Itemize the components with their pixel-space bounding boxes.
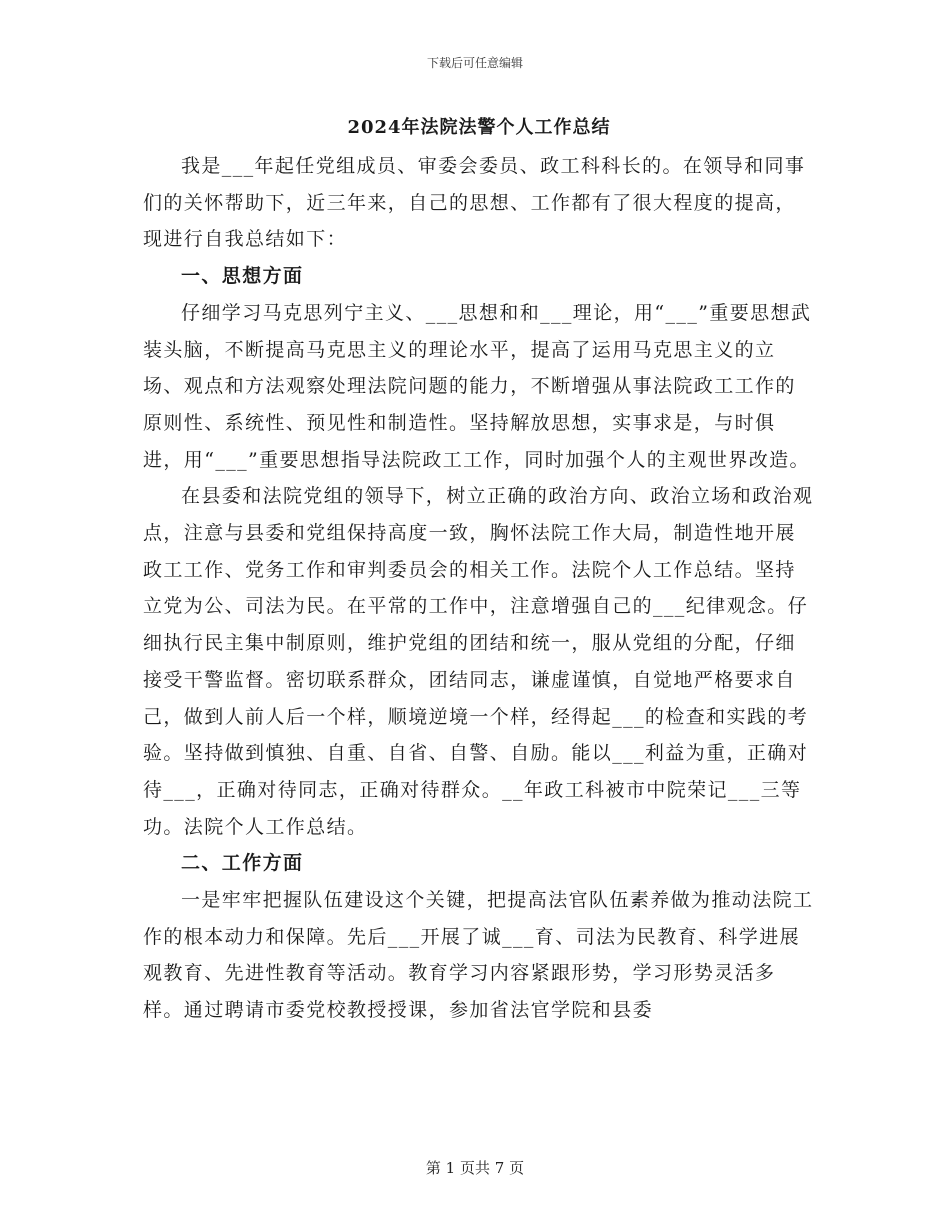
page-header: 下载后可任意编辑	[426, 56, 523, 70]
paragraph-intro: 我是___年起任党组成员、审委会委员、政工科科长的。在领导和同事们的关怀帮助下，近三年来，自己的思想、工作都有了很大程度的提高，现进行自我总结如下：	[143, 155, 806, 251]
page-number: 第 1 页共 7 页	[425, 1159, 525, 1177]
paragraph-work-team: 一是牢牢把握队伍建设这个关键，把提高法官队伍素养做为推动法院工作的根本动力和保障。先后___开展了诚___育、司法为民教育、科学进展观教育、先进性教育等活动。教育学习内容紧跟形势，学习形势灵活多样。通过聘请市委党校教授授课，参加省法官学院和县委	[143, 889, 814, 1022]
paragraph-thought-study: 仔细学习马克思列宁主义、___思想和和___理论，用“___”重要思想武装头脑，不断提高马克思主义的理论水平，提高了运用马克思主义的立场、观点和方法观察处理法院问题的能力，不断增强从事法院政工工作的原则性、系统性、预见性和制造性。坚持解放思想，实事求是，与时俱进，用“___”重要思想指导法院政工工作，同时加强个人的主观世界改造。	[143, 301, 812, 471]
paragraph-thought-leadership: 在县委和法院党组的领导下，树立正确的政治方向、政治立场和政治观点，注意与县委和党组保持高度一致，胸怀法院工作大局，制造性地开展政工工作、党务工作和审判委员会的相关工作。法院个人工作总结。坚持立党为公、司法为民。在平常的工作中，注意增强自己的___纪律观念。仔细执行民主集中制原则，维护党组的团结和统一，服从党组的分配，仔细接受干警监督。密切联系群众，团结同志，谦虚谨慎，自觉地严格要求自己，做到人前人后一个样，顺境逆境一个样，经得起___的检查和实践的考验。坚持做到慎独、自重、自省、自警、自励。能以___利益为重，正确对待___，正确对待同志，正确对待群众。__年政工科被市中院荣记___三等功。法院个人工作总结。	[143, 485, 814, 838]
document-body	[143, 112, 815, 1029]
section-heading-work: 二、工作方面	[181, 852, 304, 875]
section-heading-thought: 一、思想方面	[181, 265, 304, 288]
document-title: 2024年法院法警个人工作总结	[347, 117, 611, 138]
